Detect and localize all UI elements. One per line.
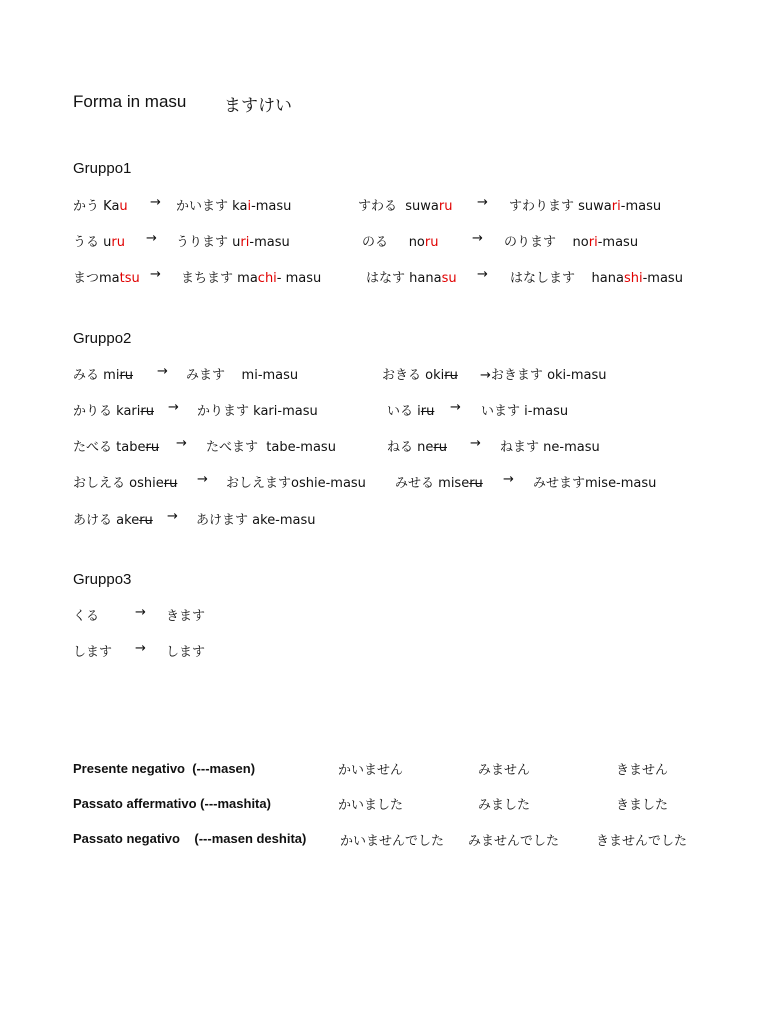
verb-romaji: u [103,235,112,250]
masu-suffix: -masu [620,199,662,214]
arrow: → [150,267,161,282]
masu-stem-ending: chi [257,271,277,286]
verb-jp: たべる [73,440,113,455]
g1-row-2-left-form [181,267,321,286]
verb-romaji: oki [425,368,445,383]
masu-romaji: mi-masu [241,368,299,383]
verb-jp: かう [73,199,100,214]
masu-form-jp: はなします [510,271,576,286]
verb-romaji: Ka [103,199,120,214]
verb-jp: まつ [73,271,100,286]
verb-ending: u [119,199,128,214]
g1-row-2-left [73,267,140,286]
g1-row-1-right-form [504,231,638,250]
g3-row-1-verb: します [73,645,113,660]
struck-ending: ru [433,440,447,455]
verb-romaji: mi [103,368,120,383]
struck-ending: ru [119,368,134,383]
masu-romaji: kari-masu [253,404,318,419]
gruppo1-heading: Gruppo1 [73,160,132,177]
verb-ending: ru [111,235,125,250]
verb-romaji: mise [438,476,470,491]
verb-romaji: ne [417,440,434,455]
g1-row-2-right-form [510,267,683,286]
masu-romaji: u [232,235,241,250]
masu-form-jp: ねます [500,440,540,455]
conj-1-kuru: きました [616,798,669,813]
arrow: → [135,605,146,620]
g2-row-1-right [387,400,434,419]
masu-form-jp: みせます [533,476,586,491]
g2-row-3-right-form [533,472,656,491]
arrow: → [480,368,491,383]
arrow: → [477,267,488,282]
verb-jp: ねる [387,440,414,455]
masu-stem-ending: ri [240,235,250,250]
arrow: → [503,472,514,487]
verb-romaji: ake [116,513,140,528]
verb-jp: のる [362,235,389,250]
struck-ending: ru [140,404,154,419]
masu-form-jp: まちます [181,271,234,286]
masu-romaji: ne-masu [543,440,600,455]
arrow: → [167,509,178,524]
verb-romaji: hana [409,271,442,286]
masu-romaji: tabe-masu [266,440,336,455]
g2-row-2-right [387,436,447,455]
conj-2-kau: かいませんでした [340,834,445,849]
verb-ending: tsu [119,271,140,286]
struck-ending: ru [163,476,178,491]
masu-stem-ending: i [247,199,252,214]
g1-row-1-left-form [176,231,290,250]
page-title-jp: ますけい [224,96,292,116]
gruppo2-heading: Gruppo2 [73,330,132,347]
conj-0-miru: みません [478,763,531,778]
verb-romaji: no [408,235,425,250]
masu-romaji: ake-masu [252,513,316,528]
masu-form-jp: かります [197,404,250,419]
verb-ending: ru [438,199,453,214]
conj-label-1: Passato affermativo (---mashita) [73,796,271,811]
masu-form-jp: あけます [196,513,249,528]
verb-jp: うる [73,235,100,250]
arrow: → [470,436,481,451]
masu-romaji: hana [591,271,624,286]
masu-romaji: no [572,235,589,250]
conj-label-0: Presente negativo (---masen) [73,761,256,776]
masu-form-jp: かいます [176,199,229,214]
struck-ending: ru [469,476,483,491]
verb-romaji: tabe [116,440,146,455]
arrow: → [168,400,179,415]
g2-row-1-left-form [197,400,318,419]
verb-jp: かりる [73,404,113,419]
page-title [73,92,186,112]
arrow: → [135,641,146,656]
conj-1-miru: みました [478,798,531,813]
masu-form-jp: おきます [490,368,543,383]
g2-row-3-left-form [226,472,366,491]
arrow: → [157,364,168,379]
verb-ending: ru [424,235,439,250]
arrow: → [150,195,161,210]
masu-suffix: -masu [251,199,292,214]
verb-ending: su [441,271,457,286]
arrow: → [450,400,461,415]
g1-row-0-right-form [509,195,661,214]
masu-suffix: -masu [249,235,290,250]
verb-romaji: i [417,404,421,419]
g1-row-1-right [362,231,438,250]
verb-jp: おきる [382,368,422,383]
masu-stem-ending: ri [611,199,621,214]
masu-form-jp: います [481,404,521,419]
conj-label-2: Passato negativo (---masen deshita) [73,831,307,846]
masu-suffix: -masu [642,271,683,286]
conj-2-miru: みませんでした [468,834,560,849]
g2-row-2-left [73,436,159,455]
verb-romaji: oshie [129,476,164,491]
masu-suffix: - masu [276,271,322,286]
verb-jp: あける [73,513,113,528]
arrow: → [146,231,157,246]
g2-row-0-right [382,364,458,383]
masu-romaji: mise-masu [585,476,657,491]
g1-row-0-left-form [176,195,291,214]
verb-romaji: suwa [405,199,439,214]
masu-form-jp: みます [186,368,226,383]
g2-row-2-left-form [206,436,336,455]
g2-row-0-left-form [186,364,298,383]
masu-romaji: i-masu [524,404,569,419]
masu-suffix: -masu [597,235,639,250]
arrow: → [197,472,208,487]
verb-jp: みる [73,368,100,383]
g3-row-1-form: します [166,645,206,660]
verb-jp: いる [387,404,414,419]
conj-0-kau: かいません [338,763,404,778]
g2-row-3-left [73,472,177,491]
struck-ending: ru [420,404,435,419]
g1-row-0-right [358,195,453,214]
arrow: → [477,195,488,210]
masu-romaji: oshie-masu [291,476,366,491]
g1-row-2-right [366,267,457,286]
masu-romaji: ma [237,271,258,286]
verb-jp: おしえる [73,476,126,491]
conj-0-kuru: きません [616,763,669,778]
arrow: → [176,436,187,451]
masu-form-jp: すわります [509,199,575,214]
g2-row-0-right-form [480,364,607,383]
verb-romaji: kari [116,404,141,419]
verb-jp: すわる [358,199,398,214]
masu-romaji: suwa [578,199,612,214]
g1-row-1-left [73,231,125,250]
gruppo3-heading: Gruppo3 [73,571,132,588]
g2-row-0-left [73,364,133,383]
g2-row-1-left [73,400,154,419]
conj-1-kau: かいました [338,798,404,813]
g2-row-4-left [73,509,153,528]
struck-ending: ru [145,440,160,455]
masu-form-jp: たべます [206,440,259,455]
masu-romaji: oki-masu [547,368,607,383]
conj-2-kuru: きませんでした [596,834,688,849]
title-text: Forma in masu [73,92,187,111]
struck-ending: ru [444,368,458,383]
masu-form-jp: うります [176,235,229,250]
verb-jp: みせる [395,476,435,491]
masu-stem-ending: shi [623,271,643,286]
g2-row-1-right-form [481,400,568,419]
masu-romaji: ka [232,199,248,214]
masu-stem-ending: ri [588,235,598,250]
masu-form-jp: のります [504,235,557,250]
masu-form-jp: おしえます [226,476,292,491]
verb-jp: はなす [366,271,406,286]
g3-row-0-form: きます [166,609,206,624]
struck-ending: ru [139,513,153,528]
g1-row-0-left [73,195,128,214]
verb-romaji: ma [99,271,120,286]
g3-row-0-verb: くる [73,609,100,624]
arrow: → [472,231,483,246]
g2-row-4-left-form [196,509,316,528]
g2-row-3-right [395,472,483,491]
g2-row-2-right-form [500,436,600,455]
